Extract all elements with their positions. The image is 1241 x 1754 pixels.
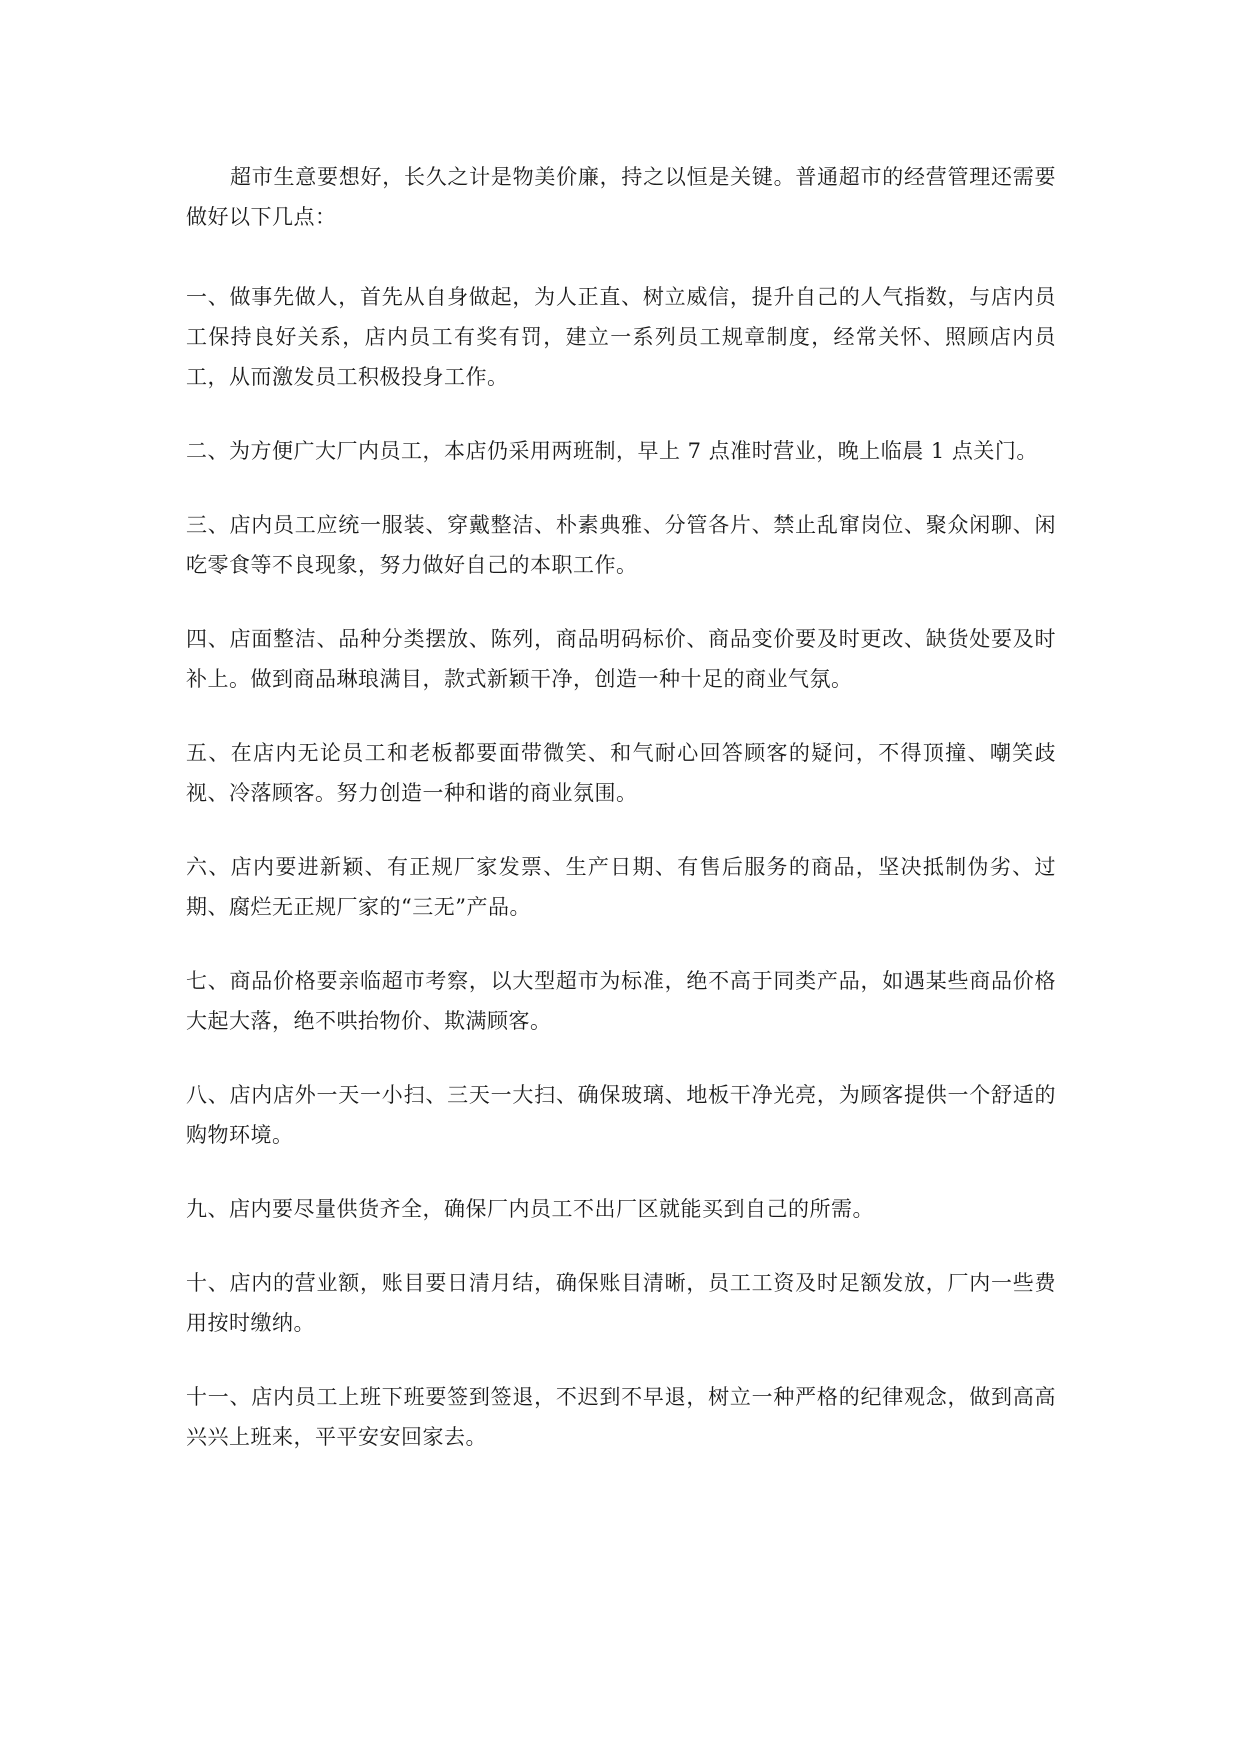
point-7-paragraph: 七、商品价格要亲临超市考察，以大型超市为标准，绝不高于同类产品，如遇某些商品价格大起大落，绝不哄抬物价、欺满顾客。 (186, 969, 1056, 1033)
point-5-paragraph: 五、在店内无论员工和老板都要面带微笑、和气耐心回答顾客的疑问，不得顶撞、嘲笑歧视、冷落顾客。努力创造一种和谐的商业氛围。 (186, 741, 1056, 805)
point-1-paragraph: 一、做事先做人，首先从自身做起，为人正直、树立威信，提升自己的人气指数，与店内员工保持良好关系，店内员工有奖有罚，建立一系列员工规章制度，经常关怀、照顾店内员工，从而激发员工积极投身工作。 (186, 285, 1056, 389)
point-8-paragraph: 八、店内店外一天一小扫、三天一大扫、确保玻璃、地板干净光亮，为顾客提供一个舒适的购物环境。 (186, 1083, 1056, 1147)
point-4-paragraph: 四、店面整洁、品种分类摆放、陈列，商品明码标价、商品变价要及时更改、缺货处要及时补上。做到商品琳琅满目，款式新颖干净，创造一种十足的商业气氛。 (186, 627, 1056, 691)
document-body (186, 157, 1056, 1491)
point-9-paragraph: 九、店内要尽量供货齐全，确保厂内员工不出厂区就能买到自己的所需。 (186, 1197, 874, 1221)
point-11-paragraph: 十一、店内员工上班下班要签到签退，不迟到不早退，树立一种严格的纪律观念，做到高高兴兴上班来，平平安安回家去。 (186, 1385, 1056, 1449)
point-6-paragraph: 六、店内要进新颖、有正规厂家发票、生产日期、有售后服务的商品，坚决抵制伪劣、过期、腐烂无正规厂家的“三无”产品。 (186, 855, 1056, 919)
point-2-paragraph: 二、为方便广大厂内员工，本店仍采用两班制，早上 7 点准时营业，晚上临晨 1 点关门。 (186, 439, 1038, 463)
point-10-paragraph: 十、店内的营业额，账目要日清月结，确保账目清晰，员工工资及时足额发放，厂内一些费用按时缴纳。 (186, 1271, 1056, 1335)
point-3-paragraph: 三、店内员工应统一服装、穿戴整洁、朴素典雅、分管各片、禁止乱窜岗位、聚众闲聊、闲吃零食等不良现象，努力做好自己的本职工作。 (186, 513, 1056, 577)
intro-paragraph: 超市生意要想好，长久之计是物美价廉，持之以恒是关键。普通超市的经营管理还需要做好以下几点： (186, 165, 1056, 229)
